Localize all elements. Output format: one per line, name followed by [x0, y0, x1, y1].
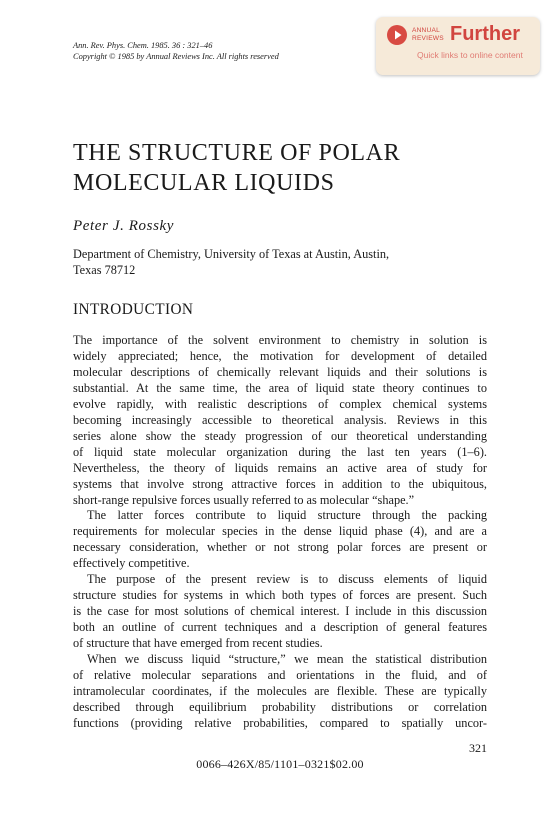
text-line: short-range repulsive forces usually referred to as molecular “shape.”	[73, 492, 415, 507]
text-line: of relative molecular separations and orientations in the fluid, and of	[73, 668, 487, 683]
page-number: 321	[469, 741, 487, 755]
text-line: intramolecular coordinates, if the molecules are flexible. These are typically	[73, 683, 487, 698]
text-line: Nevertheless, the theory of liquids remains an active area of study for	[73, 460, 487, 475]
text-line: becoming increasingly accessible to theoretical analysis. Reviews in this	[73, 412, 487, 427]
author-affiliation	[73, 246, 493, 278]
badge-further-text: Further	[450, 23, 520, 45]
text-line: widely appreciated; hence, the motivation for development of detailed	[73, 348, 487, 363]
text-line: necessary consideration, whether or not strong polar forces are present or	[73, 540, 487, 555]
text-line: series alone show the steady progression of our theoretical understanding	[73, 428, 487, 443]
article-title	[73, 138, 493, 198]
text-line: of structure that have emerged from recent studies.	[73, 636, 323, 651]
body-text	[73, 333, 487, 732]
journal-citation-block	[73, 40, 279, 62]
paragraph	[73, 572, 487, 652]
text-line: functions (providing relative probabilities, compared to spatially uncor-	[73, 715, 487, 730]
text-line: requirements for molecular species in the dense liquid phase (4), and are a	[73, 524, 487, 539]
text-line: of liquid state molecular organization during the last ten years (1–6).	[73, 444, 487, 459]
paragraph	[73, 333, 487, 508]
text-line: The latter forces contribute to liquid structure through the packing	[87, 508, 487, 523]
copyright-line: Copyright © 1985 by Annual Reviews Inc. All rights reserved	[73, 52, 279, 61]
text-line: described through equilibrium probability distributions or correlation	[73, 699, 487, 714]
paragraph	[73, 652, 487, 732]
author-name: Peter J. Rossky	[73, 218, 175, 234]
title-line: MOLECULAR LIQUIDS	[73, 170, 335, 196]
paragraph	[73, 508, 487, 572]
text-line: The purpose of the present review is to discuss elements of liquid	[87, 572, 487, 587]
journal-citation: Ann. Rev. Phys. Chem. 1985. 36 : 321–46	[73, 41, 213, 50]
text-line: The importance of the solvent environment to chemistry in solution is	[73, 333, 487, 347]
text-line: evolve rapidly, with realistic descriptions of complex chemical systems	[73, 396, 487, 411]
text-line: effectively competitive.	[73, 556, 190, 571]
badge-subtitle: Quick links to online content	[417, 50, 523, 60]
title-line: THE STRUCTURE OF POLAR	[73, 140, 401, 166]
text-line: When we discuss liquid “structure,” we mean the statistical distribution	[87, 652, 487, 667]
affiliation-line: Department of Chemistry, University of Texas at Austin, Austin,	[73, 247, 390, 261]
section-heading: INTRODUCTION	[73, 301, 194, 318]
text-line: structure studies for systems in which both types of forces are present. Such	[73, 588, 487, 603]
play-circle-icon	[387, 25, 407, 45]
text-line: substantial. At the same time, the area of liquid state theory continues to	[73, 380, 487, 395]
badge-publisher-label: ANNUAL REVIEWS	[412, 27, 444, 42]
affiliation-line: Texas 78712	[73, 263, 136, 277]
further-links-badge[interactable]	[376, 17, 540, 75]
text-line: molecular descriptions of chemically relevant liquids and their solutions is	[73, 364, 487, 379]
text-line: systems that involve strong attractive forces in addition to the ubiquitous,	[73, 476, 487, 491]
text-line: both an outline of current techniques and a description of general features	[73, 620, 487, 635]
footer-code: 0066–426X/85/1101–0321$02.00	[196, 757, 364, 771]
text-line: is the case for most solutions of chemical interest. I include in this discussion	[73, 604, 487, 619]
